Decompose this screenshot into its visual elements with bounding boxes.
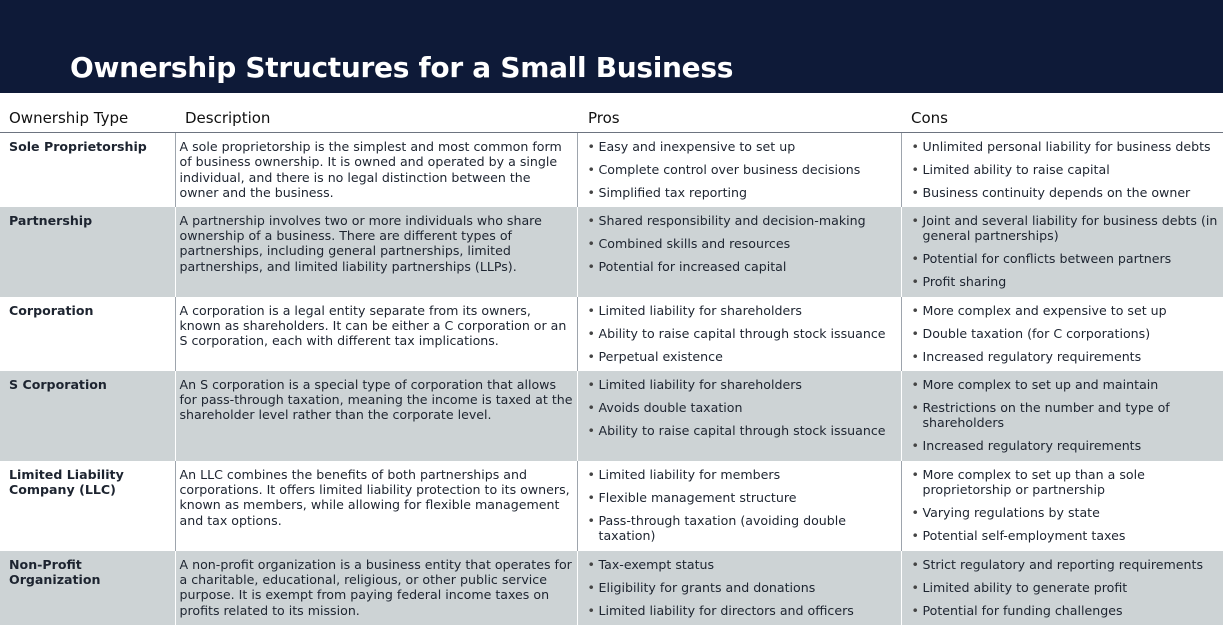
con-item: • Increased regulatory requirements — [911, 438, 1220, 453]
title-banner — [0, 0, 1223, 93]
ownership-type-cell: S Corporation — [0, 371, 175, 461]
con-item: • Unlimited personal liability for business debts — [911, 139, 1220, 154]
con-item: • Business continuity depends on the owner — [911, 185, 1220, 200]
ownership-type-cell: Limited Liability Company (LLC) — [0, 461, 175, 551]
con-item: • Double taxation (for C corporations) — [911, 326, 1220, 341]
cons-cell — [901, 371, 1223, 461]
table-row — [0, 551, 1223, 625]
table-row — [0, 371, 1223, 461]
column-header-pros: Pros — [577, 103, 901, 133]
pro-item: • Pass-through taxation (avoiding double taxation) — [587, 513, 897, 544]
description-cell: An S corporation is a special type of corporation that allows for pass-through taxation, meaning the income is taxed at the shareholder level rather than the corporate level. — [175, 371, 577, 461]
pro-item: • Eligibility for grants and donations — [587, 580, 897, 595]
ownership-type-cell: Non-Profit Organization — [0, 551, 175, 625]
pro-item: • Simplified tax reporting — [587, 185, 897, 200]
con-item: • Potential self-employment taxes — [911, 528, 1220, 543]
table-row — [0, 297, 1223, 371]
con-item: • More complex to set up than a sole proprietorship or partnership — [911, 467, 1220, 498]
table-header-row — [0, 103, 1223, 133]
pro-item: • Tax-exempt status — [587, 557, 897, 572]
description-cell: An LLC combines the benefits of both partnerships and corporations. It offers limited liability protection to its owners, known as members, while allowing for flexible management and tax options. — [175, 461, 577, 551]
cons-cell — [901, 207, 1223, 297]
pro-item: • Perpetual existence — [587, 349, 897, 364]
table-row — [0, 133, 1223, 207]
con-item: • Limited ability to generate profit — [911, 580, 1220, 595]
con-item: • Varying regulations by state — [911, 505, 1220, 520]
pro-item: • Avoids double taxation — [587, 400, 897, 415]
pros-cell — [577, 297, 901, 371]
con-item: • More complex to set up and maintain — [911, 377, 1220, 392]
pro-item: • Limited liability for members — [587, 467, 897, 482]
pro-item: • Shared responsibility and decision-making — [587, 213, 897, 228]
pro-item: • Combined skills and resources — [587, 236, 897, 251]
con-item: • Potential for conflicts between partners — [911, 251, 1220, 266]
pros-cell — [577, 461, 901, 551]
pro-item: • Ability to raise capital through stock issuance — [587, 423, 897, 438]
column-header-type: Ownership Type — [0, 103, 175, 133]
pros-cell — [577, 207, 901, 297]
ownership-table — [0, 103, 1223, 625]
table-row — [0, 461, 1223, 551]
page-title: Ownership Structures for a Small Business — [70, 51, 734, 84]
pros-cell — [577, 133, 901, 207]
ownership-type-cell: Sole Proprietorship — [0, 133, 175, 207]
cons-cell — [901, 297, 1223, 371]
pro-item: • Easy and inexpensive to set up — [587, 139, 897, 154]
pro-item: • Potential for increased capital — [587, 259, 897, 274]
con-item: • Limited ability to raise capital — [911, 162, 1220, 177]
column-header-description: Description — [175, 103, 577, 133]
con-item: • Increased regulatory requirements — [911, 349, 1220, 364]
description-cell: A sole proprietorship is the simplest and most common form of business ownership. It is owned and operated by a single individual, and there is no legal distinction between the owner and the business. — [175, 133, 577, 207]
table-row — [0, 207, 1223, 297]
column-header-cons: Cons — [901, 103, 1223, 133]
pro-item: • Complete control over business decisions — [587, 162, 897, 177]
pro-item: • Limited liability for shareholders — [587, 303, 897, 318]
cons-cell — [901, 551, 1223, 625]
pro-item: • Ability to raise capital through stock issuance — [587, 326, 897, 341]
con-item: • Joint and several liability for business debts (in general partnerships) — [911, 213, 1220, 244]
ownership-type-cell: Partnership — [0, 207, 175, 297]
con-item: • Profit sharing — [911, 274, 1220, 289]
description-cell: A corporation is a legal entity separate from its owners, known as shareholders. It can be either a C corporation or an S corporation, each with different tax implications. — [175, 297, 577, 371]
con-item: • Strict regulatory and reporting requirements — [911, 557, 1220, 572]
con-item: • More complex and expensive to set up — [911, 303, 1220, 318]
con-item: • Restrictions on the number and type of shareholders — [911, 400, 1220, 431]
table-body — [0, 133, 1223, 625]
description-cell: A non-profit organization is a business entity that operates for a charitable, educational, religious, or other public service purpose. It is exempt from paying federal income taxes on profits related to its mission. — [175, 551, 577, 625]
pros-cell — [577, 551, 901, 625]
pro-item: • Flexible management structure — [587, 490, 897, 505]
cons-cell — [901, 133, 1223, 207]
description-cell: A partnership involves two or more individuals who share ownership of a business. There are different types of partnerships, including general partnerships, limited partnerships, and limited liability partnerships (LLPs). — [175, 207, 577, 297]
pros-cell — [577, 371, 901, 461]
pro-item: • Limited liability for shareholders — [587, 377, 897, 392]
con-item: • Potential for funding challenges — [911, 603, 1220, 618]
pro-item: • Limited liability for directors and officers — [587, 603, 897, 618]
cons-cell — [901, 461, 1223, 551]
ownership-type-cell: Corporation — [0, 297, 175, 371]
